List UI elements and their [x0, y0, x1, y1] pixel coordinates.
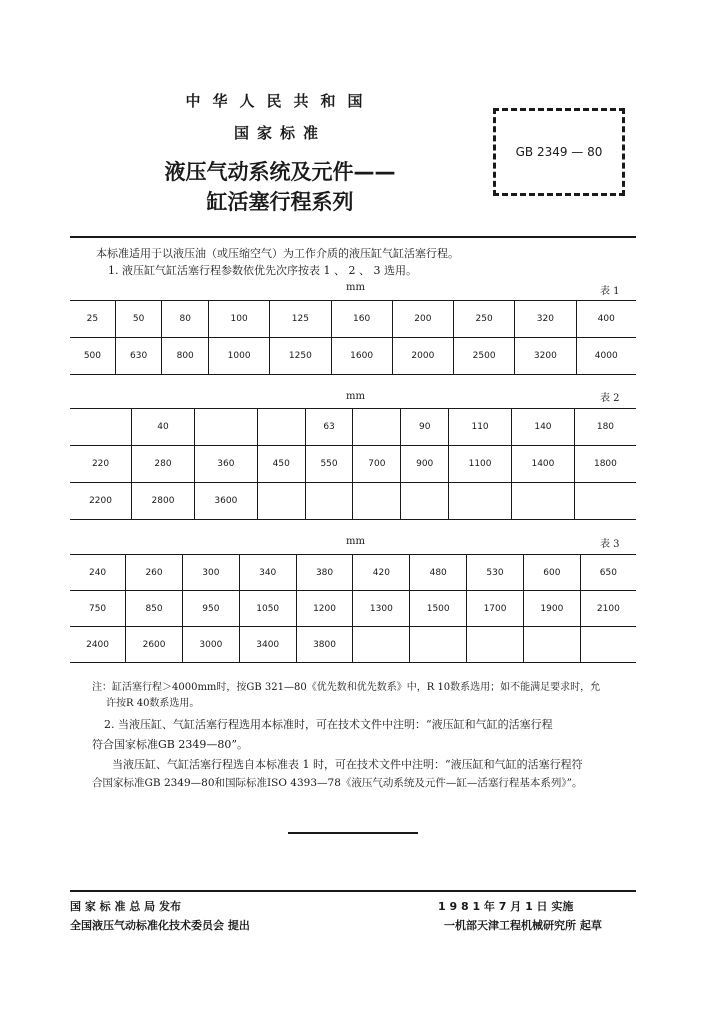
table-cell: 1000 — [209, 338, 270, 375]
table-cell — [523, 627, 580, 663]
table-cell — [574, 483, 636, 520]
table-cell: 25 — [70, 301, 115, 338]
table-cell: 2000 — [392, 338, 453, 375]
table-cell: 1050 — [239, 591, 296, 627]
table-cell: 1100 — [449, 446, 512, 483]
table-cell — [410, 627, 467, 663]
table3-unit: mm — [346, 536, 365, 547]
table-cell: 1600 — [331, 338, 392, 375]
table-cell: 480 — [410, 555, 467, 591]
table-cell: 2100 — [580, 591, 636, 627]
table-cell: 180 — [574, 409, 636, 446]
table-1 — [70, 300, 636, 375]
table-cell: 3200 — [515, 338, 576, 375]
table-cell: 1900 — [523, 591, 580, 627]
table-cell: 2400 — [70, 627, 126, 663]
table-cell: 1700 — [467, 591, 524, 627]
table-cell: 1200 — [296, 591, 353, 627]
table-cell: 850 — [126, 591, 183, 627]
table-cell: 400 — [576, 301, 636, 338]
table-cell: 220 — [70, 446, 132, 483]
standard-number-box — [493, 108, 625, 196]
table-cell — [449, 483, 512, 520]
table-cell: 1800 — [574, 446, 636, 483]
table-cell — [467, 627, 524, 663]
table2-label: 表 2 — [600, 393, 620, 404]
table-cell: 360 — [194, 446, 257, 483]
clause-3-line-1: 当液压缸、气缸活塞行程选自本标准表 1 时，可在技术文件中注明：“液压缸和气缸的活塞行程符 — [112, 758, 583, 771]
table-cell: 160 — [331, 301, 392, 338]
table-cell: 300 — [182, 555, 239, 591]
footer-divider — [70, 890, 636, 892]
table-cell — [353, 409, 401, 446]
clause-1: 1. 液压缸气缸活塞行程参数依优先次序按表 1 、 2 、 3 选用。 — [108, 264, 417, 277]
table-cell — [401, 483, 449, 520]
table1-unit: mm — [346, 282, 365, 293]
table-cell: 340 — [239, 555, 296, 591]
table-cell: 2500 — [454, 338, 515, 375]
title-line-1: 液压气动系统及元件—— — [164, 160, 396, 184]
table-cell: 2600 — [126, 627, 183, 663]
table-cell: 1500 — [410, 591, 467, 627]
table-cell: 110 — [449, 409, 512, 446]
table-cell: 250 — [454, 301, 515, 338]
table-cell: 650 — [580, 555, 636, 591]
table-cell: 3400 — [239, 627, 296, 663]
table-cell: 1250 — [270, 338, 331, 375]
table-cell: 550 — [305, 446, 353, 483]
table-cell: 750 — [70, 591, 126, 627]
table-3 — [70, 554, 636, 663]
table-cell: 125 — [270, 301, 331, 338]
table-cell: 280 — [132, 446, 195, 483]
table-cell: 950 — [182, 591, 239, 627]
table-cell: 80 — [162, 301, 209, 338]
table-cell: 4000 — [576, 338, 636, 375]
proposer: 全国液压气动标准化技术委员会 提出 — [70, 919, 250, 932]
country-name: 中华人民共和国 — [185, 92, 375, 110]
table-cell: 500 — [70, 338, 115, 375]
publisher: 国 家 标 准 总 局 发布 — [70, 900, 181, 913]
table-cell: 100 — [209, 301, 270, 338]
table-cell: 1400 — [512, 446, 575, 483]
table-row — [70, 409, 636, 446]
table-cell — [257, 409, 305, 446]
table-row — [70, 338, 636, 375]
table-cell — [194, 409, 257, 446]
table-cell: 3600 — [194, 483, 257, 520]
table-cell: 3800 — [296, 627, 353, 663]
title-line-2: 缸活塞行程系列 — [206, 190, 354, 214]
note-line-2: 许按R 40数系选用。 — [106, 698, 200, 709]
table-cell: 2800 — [132, 483, 195, 520]
effective-date: 1 9 8 1 年 7 月 1 日 实施 — [438, 900, 574, 913]
table-cell: 260 — [126, 555, 183, 591]
table-2 — [70, 408, 636, 520]
table-cell: 420 — [353, 555, 410, 591]
table1-label: 表 1 — [600, 286, 620, 297]
table-cell: 450 — [257, 446, 305, 483]
table2-unit: mm — [346, 391, 365, 402]
table-row — [70, 555, 636, 591]
table-cell — [353, 483, 401, 520]
clause-2-line-1: 2. 当液压缸、气缸活塞行程选用本标准时，可在技术文件中注明：“液压缸和气缸的活塞行程 — [104, 718, 553, 731]
table-cell: 600 — [523, 555, 580, 591]
table-cell: 2200 — [70, 483, 132, 520]
table-row — [70, 591, 636, 627]
standard-type: 国家标准 — [233, 124, 326, 142]
table-cell — [580, 627, 636, 663]
table-cell: 630 — [115, 338, 162, 375]
table-cell: 1300 — [353, 591, 410, 627]
table-row — [70, 446, 636, 483]
table-cell: 50 — [115, 301, 162, 338]
table-cell — [305, 483, 353, 520]
table-row — [70, 301, 636, 338]
table-cell — [512, 483, 575, 520]
table-cell: 900 — [401, 446, 449, 483]
table-cell — [70, 409, 132, 446]
drafter: 一机部天津工程机械研究所 起草 — [444, 919, 602, 932]
table-cell: 90 — [401, 409, 449, 446]
table-cell: 240 — [70, 555, 126, 591]
clause-2-line-2: 符合国家标准GB 2349—80”。 — [92, 738, 248, 751]
clause-3-line-2: 合国家标准GB 2349—80和国际标准ISO 4393—78《液压气动系统及元件—缸—活塞行程基本系列》”。 — [92, 777, 583, 789]
table-cell — [257, 483, 305, 520]
table-cell: 320 — [515, 301, 576, 338]
end-rule — [288, 832, 418, 834]
table-cell: 3000 — [182, 627, 239, 663]
table-cell: 700 — [353, 446, 401, 483]
note-line-1: 注：缸活塞行程＞4000mm时，按GB 321—80《优先数和优先数系》中，R 10数系选用；如不能满足要求时，允 — [92, 682, 601, 693]
scope-paragraph: 本标准适用于以液压油（或压缩空气）为工作介质的液压缸气缸活塞行程。 — [96, 247, 459, 260]
table-cell: 530 — [467, 555, 524, 591]
table-cell: 63 — [305, 409, 353, 446]
standard-number: GB 2349 — 80 — [515, 145, 603, 159]
table-row — [70, 627, 636, 663]
header-divider — [70, 236, 636, 238]
table-cell: 140 — [512, 409, 575, 446]
table-row — [70, 483, 636, 520]
table-cell: 40 — [132, 409, 195, 446]
table-cell: 800 — [162, 338, 209, 375]
table-cell: 380 — [296, 555, 353, 591]
table-cell: 200 — [392, 301, 453, 338]
table3-label: 表 3 — [600, 539, 620, 550]
table-cell — [353, 627, 410, 663]
